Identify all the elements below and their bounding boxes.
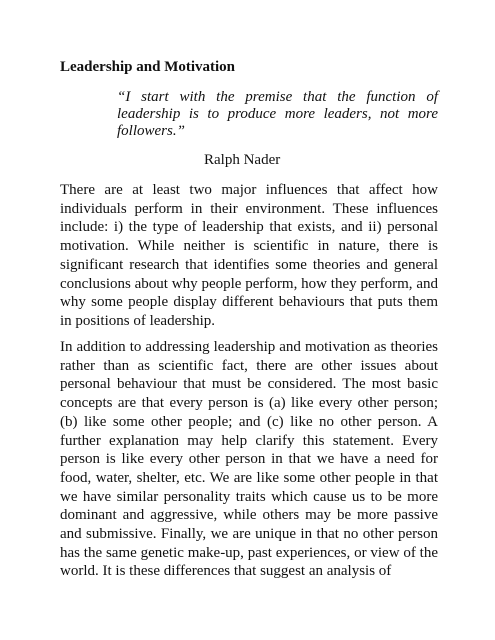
- epigraph-quote: “I start with the premise that the function of leadership is to produce more leaders, not more followers.”: [117, 89, 438, 139]
- body-paragraph-1: There are at least two major influences that affect how individuals perform in their environment. These influences include: i) the type of leadership that exists, and ii) personal motivation. While neither is scientific in nature, there is significant research that identifies some theories and general conclusions about why people perform, how they perform, and why some people display different behaviours that puts them in positions of leadership.: [60, 182, 438, 329]
- body-paragraph-2: In addition to addressing leadership and motivation as theories rather than as scientific fact, there are other issues about personal behaviour that must be considered. The most basic concepts are that every person is (a) like every other person; (b) like some other people; and (c) like no other person. A further explanation may help clarify this statement. Every person is like every other person in that we have a need for food, water, shelter, etc. We are like some other people in that we have similar personality traits which cause us to be more dominant and aggressive, while others may be more passive and submissive. Finally, we are unique in that no other person has the same genetic make-up, past experiences, or view of the world. It is these differences that suggest an analysis of: [60, 339, 438, 580]
- document-title: Leadership and Motivation: [60, 59, 236, 75]
- epigraph-author: Ralph Nader: [204, 152, 281, 168]
